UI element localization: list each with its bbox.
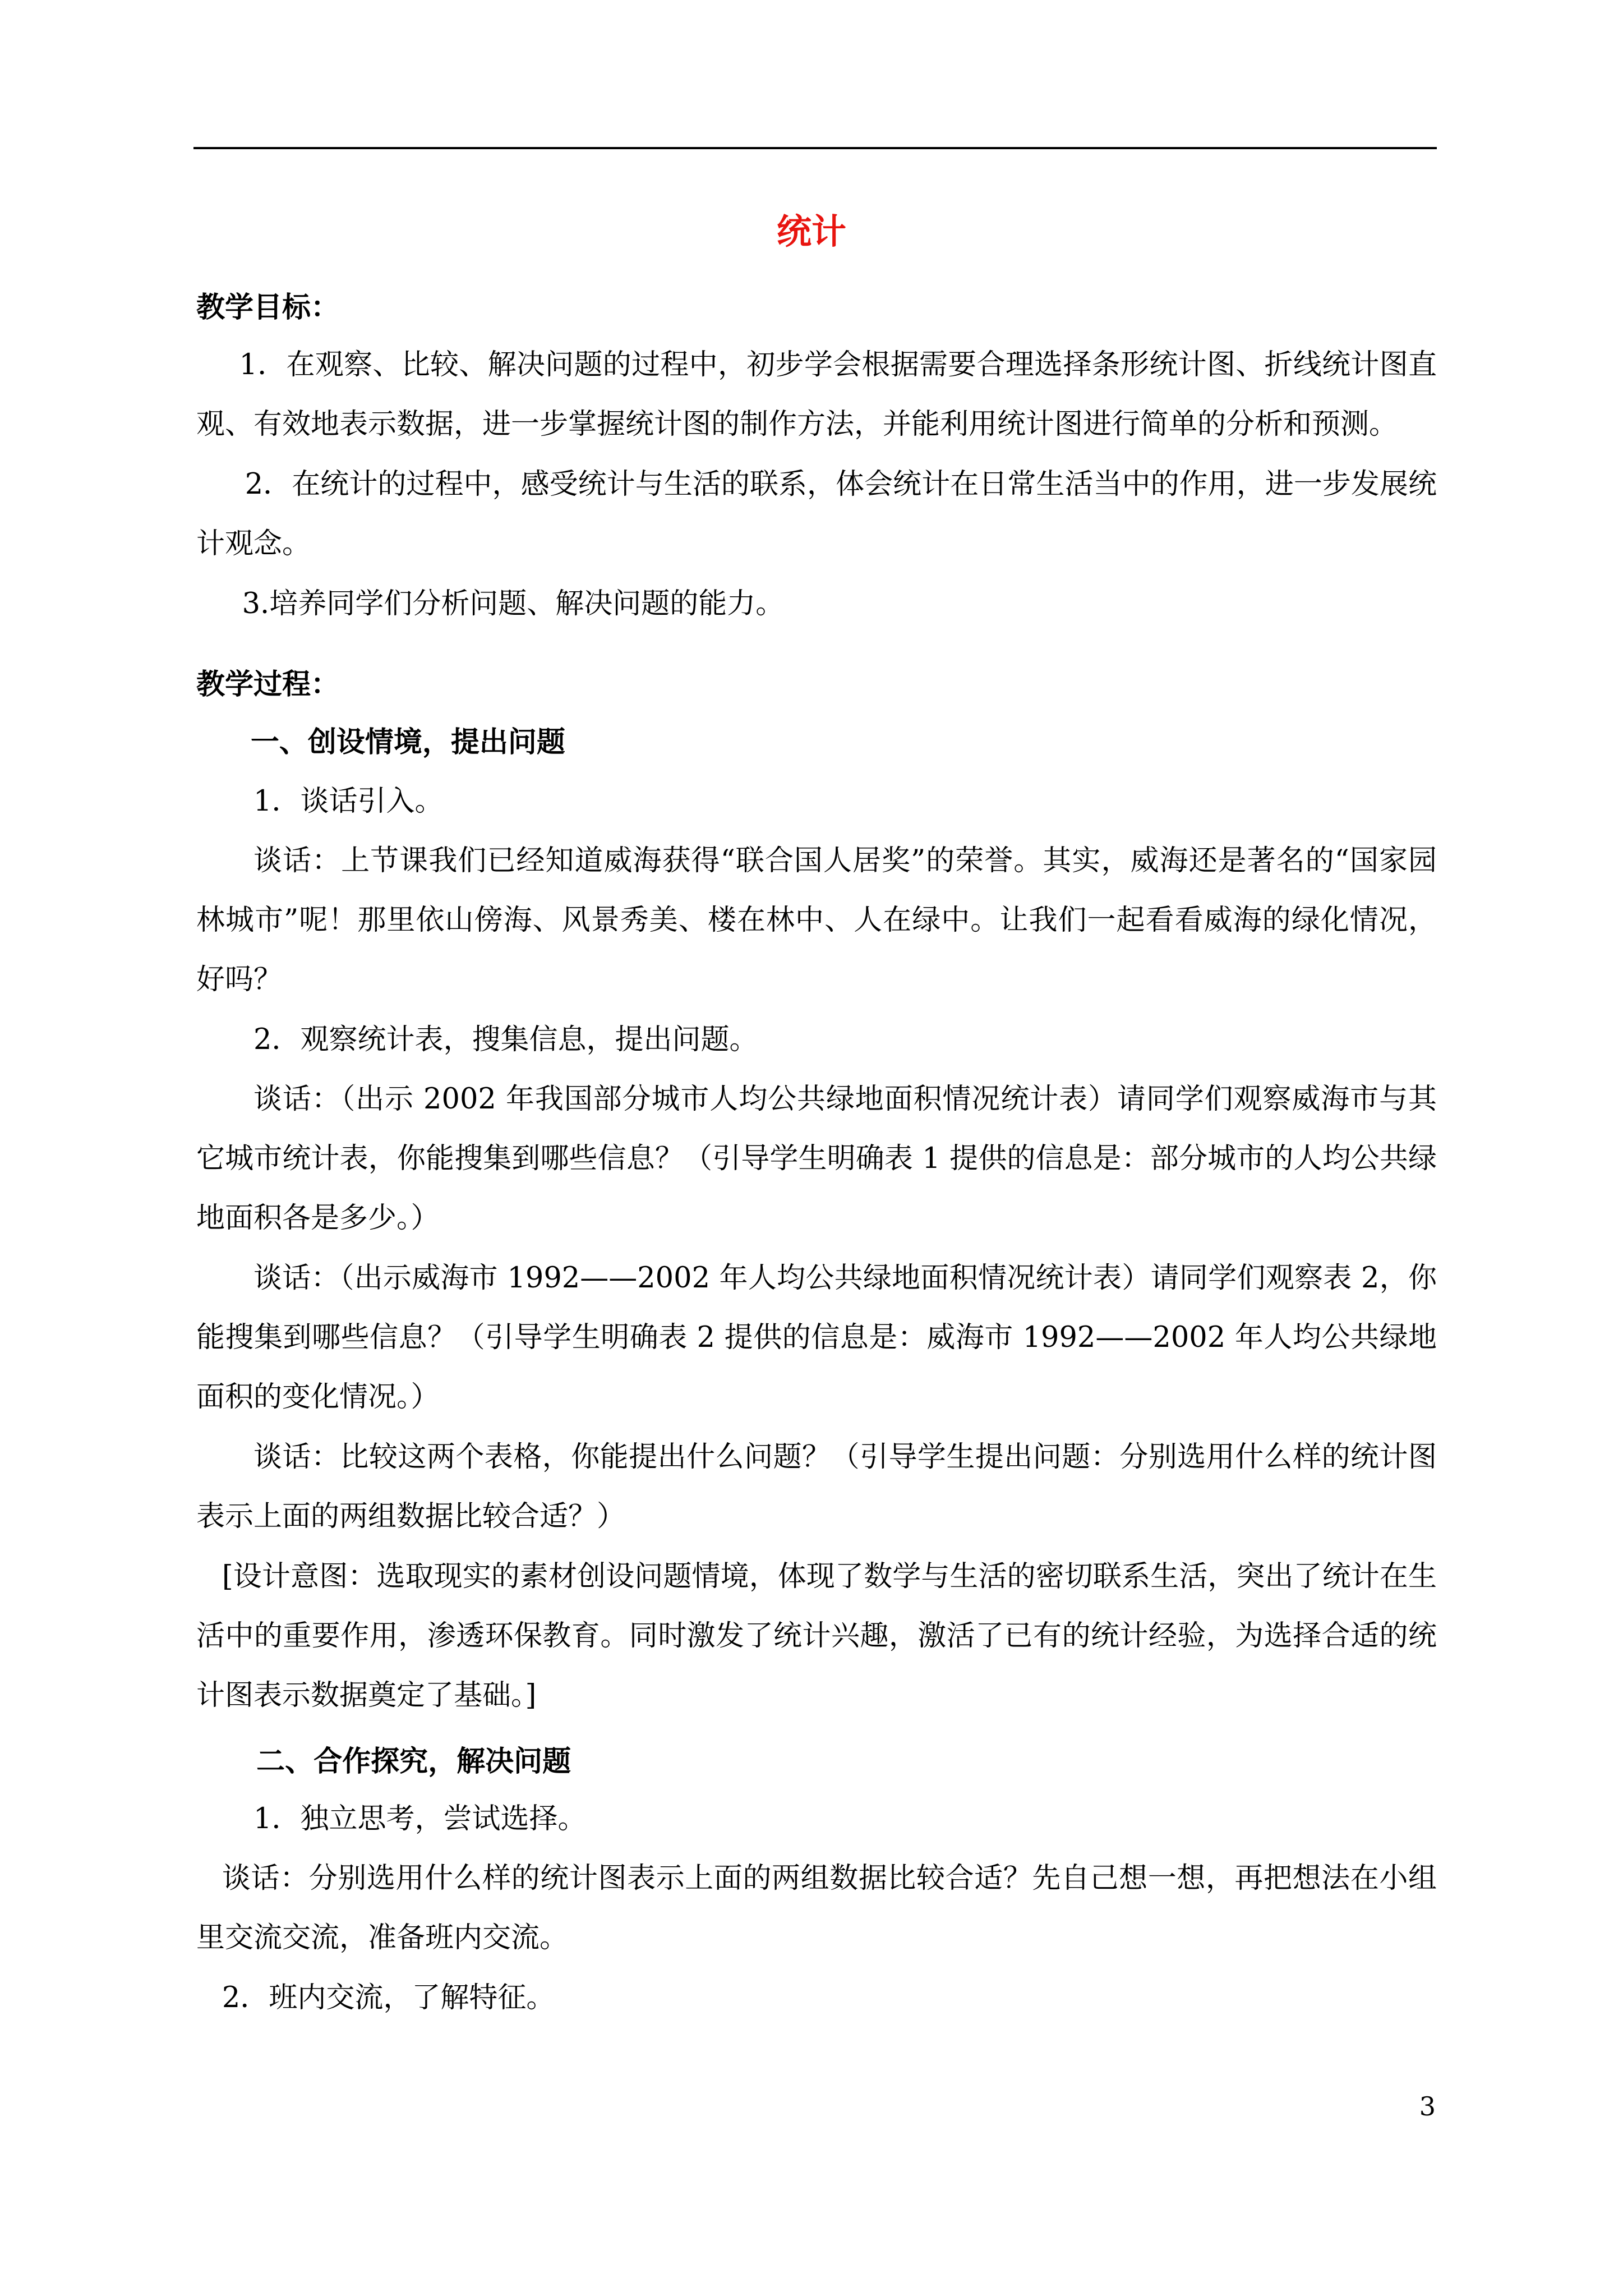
body-paragraph: 3.培养同学们分析问题、解决问题的能力。 [242,587,785,620]
body-paragraph: 谈话：上节课我们已经知道威海获得“联合国人居奖”的荣誉。其实，威海还是著名的“国家园林城市”呢！那里依山傍海、风景秀美、楼在林中、人在绿中。让我们一起看看威海的绿化情况，好吗？ [196,844,1437,996]
body-paragraph: 谈话：（出示 2002 年我国部分城市人均公共绿地面积情况统计表）请同学们观察威海市与其它城市统计表，你能搜集到哪些信息？（引导学生明确表 1 提供的信息是：部分城市的人均公共绿地面积各是多少。） [196,1083,1437,1235]
section-heading: 一、创设情境，提出问题 [250,725,565,759]
header-rule [193,147,1437,149]
body-paragraph: 谈话：分别选用什么样的统计图表示上面的两组数据比较合适？先自己想一想，再把想法在小组里交流交流，准备班内交流。 [196,1862,1437,1954]
section-heading: 教学过程： [196,668,340,701]
section-heading: 教学目标： [196,291,340,324]
body-paragraph: 谈话：比较这两个表格，你能提出什么问题？（引导学生提出问题：分别选用什么样的统计图表示上面的两组数据比较合适？） [196,1441,1437,1533]
body-paragraph: 2．观察统计表，搜集信息，提出问题。 [253,1023,758,1056]
body-paragraph: 2．班内交流，了解特征。 [222,1981,555,2014]
body-paragraph: 2．在统计的过程中，感受统计与生活的联系，体会统计在日常生活当中的作用，进一步发展统计观念。 [196,468,1437,560]
body-paragraph: 1．谈话引入。 [253,785,444,818]
document-title: 统计 [776,211,846,252]
body-paragraph: 1．独立思考，尝试选择。 [253,1802,587,1835]
body-paragraph: 1．在观察、比较、解决问题的过程中，初步学会根据需要合理选择条形统计图、折线统计图直观、有效地表示数据，进一步掌握统计图的制作方法，并能利用统计图进行简单的分析和预测。 [196,348,1437,441]
section-heading: 二、合作探究，解决问题 [256,1745,571,1778]
body-paragraph: 谈话：（出示威海市 1992——2002 年人均公共绿地面积情况统计表）请同学们观察表 2，你能搜集到哪些信息？（引导学生明确表 2 提供的信息是：威海市 1992——2002 年人均公共绿地面积的变化情况。） [196,1262,1437,1414]
body-paragraph: [设计意图：选取现实的素材创设问题情境，体现了数学与生活的密切联系生活，突出了统计在生活中的重要作用，渗透环保教育。同时激发了统计兴趣，激活了已有的统计经验，为选择合适的统计图表示数据奠定了基础。] [196,1560,1437,1712]
page-number: 3 [1419,2091,1436,2122]
